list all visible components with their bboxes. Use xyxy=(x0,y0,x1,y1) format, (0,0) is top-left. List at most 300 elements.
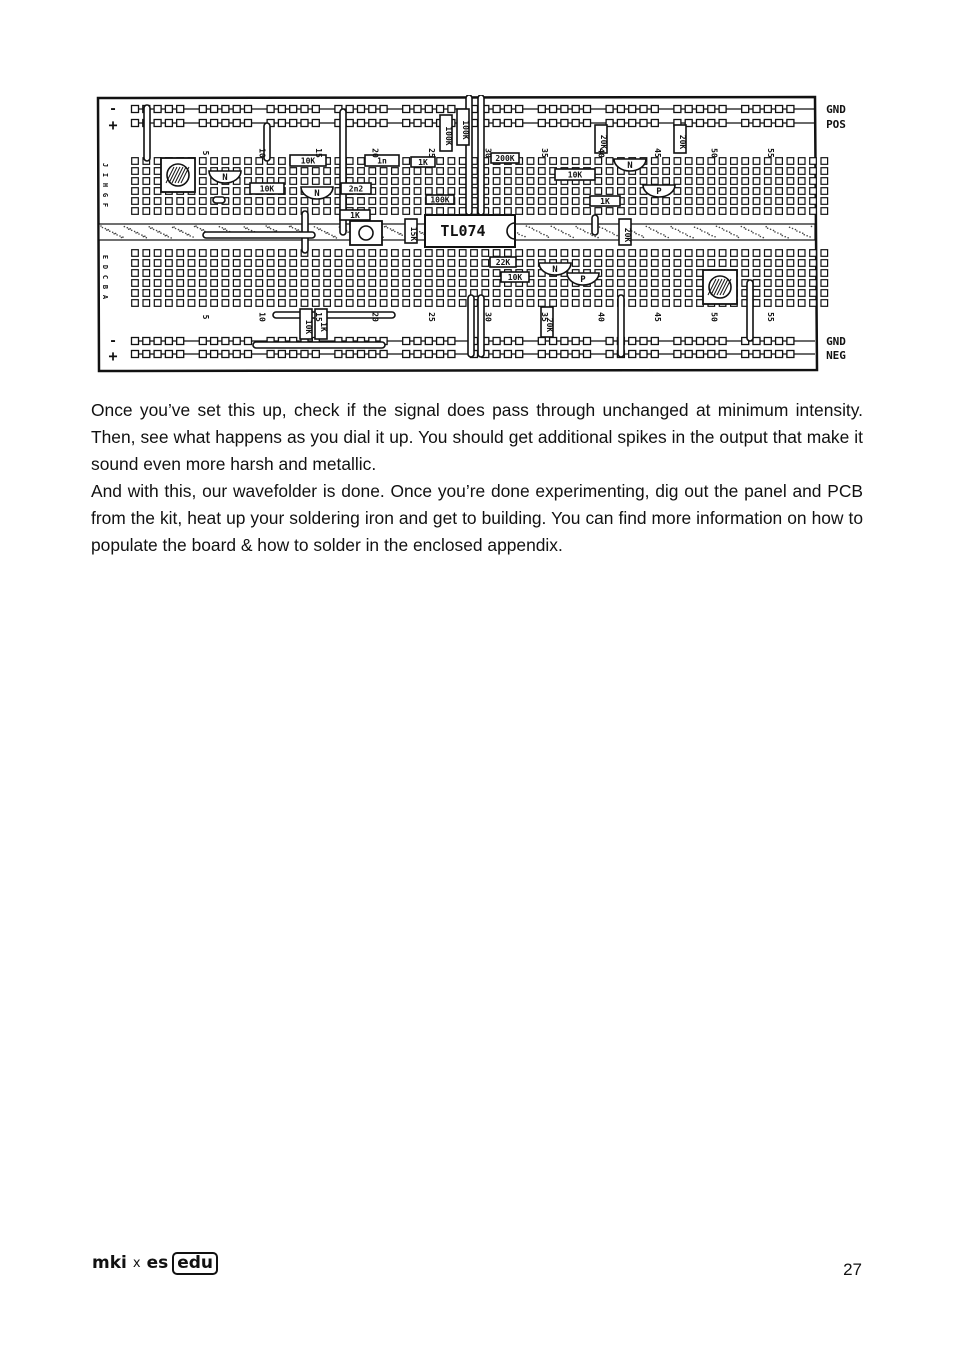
strip-hole xyxy=(448,280,455,287)
rail-hole xyxy=(165,120,172,127)
strip-hole xyxy=(200,198,207,205)
strip-hole xyxy=(584,260,591,267)
strip-hole xyxy=(132,290,139,297)
strip-hole xyxy=(753,300,760,307)
strip-hole xyxy=(346,270,353,277)
strip-hole xyxy=(403,250,410,257)
channel-dot xyxy=(726,230,728,232)
strip-hole xyxy=(448,270,455,277)
strip-hole xyxy=(324,280,331,287)
rail-hole xyxy=(651,120,658,127)
strip-hole xyxy=(539,250,546,257)
rail-hole xyxy=(504,338,511,345)
channel-dot xyxy=(682,232,684,234)
strip-hole xyxy=(561,188,568,195)
strip-hole xyxy=(177,270,184,277)
channel-dot xyxy=(653,229,655,231)
rail-hole xyxy=(516,120,523,127)
channel-dot xyxy=(634,231,636,233)
channel-dot xyxy=(268,226,270,228)
strip-hole xyxy=(392,260,399,267)
rail-hole xyxy=(403,106,410,113)
rail-hole xyxy=(403,120,410,127)
strip-hole xyxy=(810,198,817,205)
channel-dot xyxy=(590,233,592,235)
strip-hole xyxy=(471,270,478,277)
rail-hole xyxy=(211,106,218,113)
strip-hole xyxy=(798,158,805,165)
rail-hole xyxy=(278,120,285,127)
strip-hole xyxy=(753,178,760,185)
channel-dot xyxy=(539,231,541,233)
strip-hole xyxy=(685,270,692,277)
strip-hole xyxy=(403,158,410,165)
rail-hole xyxy=(493,338,500,345)
rail-hole xyxy=(629,120,636,127)
strip-hole xyxy=(708,250,715,257)
strip-hole xyxy=(606,208,613,215)
rail-hole xyxy=(640,351,647,358)
rail-hole xyxy=(708,120,715,127)
rail-sign-minus-top: - xyxy=(109,102,117,117)
strip-hole xyxy=(459,250,466,257)
rail-hole xyxy=(742,120,749,127)
rail-hole xyxy=(132,351,139,358)
strip-hole xyxy=(663,280,670,287)
strip-hole xyxy=(154,250,161,257)
strip-hole xyxy=(211,280,218,287)
rail-hole xyxy=(617,120,624,127)
channel-dot xyxy=(524,236,526,238)
row-letter-top: I xyxy=(101,172,109,178)
channel-dot xyxy=(643,237,645,239)
strip-hole xyxy=(652,178,659,185)
rail-hole xyxy=(606,351,613,358)
strip-hole xyxy=(437,188,444,195)
strip-hole xyxy=(437,290,444,297)
strip-hole xyxy=(776,250,783,257)
strip-hole xyxy=(663,270,670,277)
strip-hole xyxy=(154,260,161,267)
channel-dot xyxy=(194,226,196,228)
strip-hole xyxy=(132,168,139,175)
column-number-top: 30 xyxy=(483,148,493,158)
channel-dot xyxy=(562,232,564,234)
channel-dot xyxy=(327,232,329,234)
strip-hole xyxy=(380,250,387,257)
rail-hole xyxy=(346,106,353,113)
resistor-label: 15K xyxy=(409,226,418,242)
strip-hole xyxy=(459,208,466,215)
rail-hole xyxy=(584,351,591,358)
strip-hole xyxy=(459,198,466,205)
strip-hole xyxy=(640,208,647,215)
rail-hole xyxy=(787,120,794,127)
strip-hole xyxy=(674,290,681,297)
rail-hole xyxy=(708,351,715,358)
strip-hole xyxy=(493,250,500,257)
strip-hole xyxy=(776,168,783,175)
strip-hole xyxy=(132,250,139,257)
rail-hole xyxy=(516,351,523,358)
strip-hole xyxy=(685,250,692,257)
rail-hole xyxy=(753,106,760,113)
logo-x: x xyxy=(132,1255,141,1271)
channel-dot xyxy=(540,233,542,235)
strip-hole xyxy=(188,290,195,297)
resistor-label: 10K xyxy=(300,156,316,166)
strip-hole xyxy=(742,168,749,175)
strip-hole xyxy=(742,158,749,165)
channel-dot xyxy=(390,228,392,230)
strip-hole xyxy=(527,300,534,307)
strip-hole xyxy=(652,300,659,307)
strip-hole xyxy=(821,178,828,185)
channel-dot xyxy=(584,231,586,233)
strip-hole xyxy=(154,168,161,175)
strip-hole xyxy=(166,270,173,277)
strip-hole xyxy=(776,270,783,277)
strip-hole xyxy=(606,188,613,195)
strip-hole xyxy=(561,300,568,307)
strip-hole xyxy=(652,260,659,267)
transistor-label: P xyxy=(656,187,662,197)
strip-hole xyxy=(776,260,783,267)
strip-hole xyxy=(222,270,229,277)
channel-dot xyxy=(694,226,696,228)
channel-dot xyxy=(784,236,786,238)
channel-dot xyxy=(150,228,152,230)
channel-dot xyxy=(714,236,716,238)
strip-hole xyxy=(674,260,681,267)
column-number-bottom: 25 xyxy=(426,312,436,322)
rail-hole xyxy=(437,106,444,113)
channel-dot xyxy=(787,237,789,239)
strip-hole xyxy=(765,208,772,215)
rail-hole xyxy=(674,351,681,358)
resistor-label: 1K xyxy=(418,158,428,167)
resistor-label: 22K xyxy=(495,258,511,267)
strip-hole xyxy=(245,260,252,267)
strip-hole xyxy=(369,300,376,307)
channel-dot xyxy=(722,228,724,230)
channel-dot xyxy=(792,228,794,230)
strip-hole xyxy=(459,178,466,185)
column-number-bottom: 15 xyxy=(313,312,323,322)
channel-dot xyxy=(558,229,560,231)
column-number-top: 55 xyxy=(765,148,775,158)
strip-hole xyxy=(188,280,195,287)
strip-hole xyxy=(279,208,286,215)
rail-hole xyxy=(742,351,749,358)
strip-hole xyxy=(482,270,489,277)
strip-hole xyxy=(132,178,139,185)
strip-hole xyxy=(640,280,647,287)
channel-dot xyxy=(745,228,747,230)
column-number-top: 20 xyxy=(370,148,380,158)
strip-hole xyxy=(539,158,546,165)
strip-hole xyxy=(821,260,828,267)
strip-hole xyxy=(572,260,579,267)
strip-hole xyxy=(426,250,433,257)
strip-hole xyxy=(731,198,738,205)
rail-hole xyxy=(437,351,444,358)
strip-hole xyxy=(663,290,670,297)
column-number-top: 25 xyxy=(426,148,436,158)
strip-hole xyxy=(685,290,692,297)
rail-hole xyxy=(708,106,715,113)
strip-hole xyxy=(414,280,421,287)
strip-hole xyxy=(652,208,659,215)
strip-hole xyxy=(652,168,659,175)
rail-hole xyxy=(572,338,579,345)
strip-hole xyxy=(132,270,139,277)
rail-hole xyxy=(719,106,726,113)
strip-hole xyxy=(154,208,161,215)
rail-hole xyxy=(211,338,218,345)
strip-hole xyxy=(708,158,715,165)
strip-hole xyxy=(821,168,828,175)
channel-dot xyxy=(172,227,174,229)
strip-hole xyxy=(346,168,353,175)
channel-dot xyxy=(663,234,665,236)
channel-dot xyxy=(605,229,607,231)
strip-hole xyxy=(640,290,647,297)
strip-hole xyxy=(765,198,772,205)
strip-hole xyxy=(674,198,681,205)
channel-dot xyxy=(179,230,181,232)
channel-dot xyxy=(394,231,396,233)
strip-hole xyxy=(776,188,783,195)
strip-hole xyxy=(256,158,263,165)
strip-hole xyxy=(606,158,613,165)
strip-hole xyxy=(437,300,444,307)
rail-hole xyxy=(764,106,771,113)
strip-hole xyxy=(245,208,252,215)
strip-hole xyxy=(765,158,772,165)
channel-dot xyxy=(146,237,148,239)
rail-hole xyxy=(448,351,455,358)
strip-hole xyxy=(471,250,478,257)
strip-hole xyxy=(685,198,692,205)
strip-hole xyxy=(392,168,399,175)
channel-dot xyxy=(536,230,538,232)
rail-hole xyxy=(493,351,500,358)
resistor-label: 1K xyxy=(600,197,610,206)
strip-hole xyxy=(301,178,308,185)
strip-hole xyxy=(324,168,331,175)
strip-hole xyxy=(414,208,421,215)
strip-hole xyxy=(798,168,805,175)
strip-hole xyxy=(154,198,161,205)
strip-hole xyxy=(482,250,489,257)
channel-dot xyxy=(226,230,228,232)
channel-dot xyxy=(224,228,226,230)
channel-dot xyxy=(160,232,162,234)
channel-dot xyxy=(138,233,140,235)
channel-dot xyxy=(719,227,721,229)
strip-hole xyxy=(358,168,365,175)
rail-hole xyxy=(764,338,771,345)
strip-hole xyxy=(414,178,421,185)
rail-hole xyxy=(358,351,365,358)
strip-hole xyxy=(369,250,376,257)
rail-hole xyxy=(312,351,319,358)
rail-hole xyxy=(629,351,636,358)
channel-dot xyxy=(704,231,706,233)
channel-dot xyxy=(679,231,681,233)
channel-dot xyxy=(606,230,608,232)
strip-hole xyxy=(821,280,828,287)
strip-hole xyxy=(154,270,161,277)
strip-hole xyxy=(776,198,783,205)
rail-hole xyxy=(233,106,240,113)
strip-hole xyxy=(584,208,591,215)
channel-dot xyxy=(635,233,637,235)
rail-hole xyxy=(651,351,658,358)
channel-dot xyxy=(723,229,725,231)
strip-hole xyxy=(708,168,715,175)
strip-hole xyxy=(561,198,568,205)
rail-hole xyxy=(697,338,704,345)
channel-dot xyxy=(806,235,808,237)
channel-dot xyxy=(730,233,732,235)
rail-hole xyxy=(290,106,297,113)
channel-dot xyxy=(200,228,202,230)
strip-hole xyxy=(166,208,173,215)
rail-hole xyxy=(629,106,636,113)
jumper-wire xyxy=(144,105,150,161)
strip-hole xyxy=(572,188,579,195)
channel-dot xyxy=(803,234,805,236)
resistor-label: 100K xyxy=(444,126,453,146)
strip-hole xyxy=(776,290,783,297)
strip-hole xyxy=(618,250,625,257)
strip-hole xyxy=(697,250,704,257)
resistor-label: 1K xyxy=(350,211,360,220)
strip-hole xyxy=(166,250,173,257)
rail-hole xyxy=(437,338,444,345)
channel-dot xyxy=(131,230,133,232)
strip-hole xyxy=(369,168,376,175)
strip-hole xyxy=(335,280,342,287)
strip-hole xyxy=(618,280,625,287)
strip-hole xyxy=(550,290,557,297)
strip-hole xyxy=(166,300,173,307)
strip-hole xyxy=(505,250,512,257)
strip-hole xyxy=(346,198,353,205)
strip-hole xyxy=(256,270,263,277)
channel-dot xyxy=(314,226,316,228)
strip-hole xyxy=(640,178,647,185)
jumper-wire xyxy=(468,295,474,357)
rail-hole xyxy=(222,120,229,127)
channel-dot xyxy=(223,229,225,231)
channel-dot xyxy=(529,226,531,228)
strip-hole xyxy=(674,270,681,277)
strip-hole xyxy=(539,168,546,175)
channel-dot xyxy=(128,228,130,230)
strip-hole xyxy=(618,260,625,267)
strip-hole xyxy=(459,260,466,267)
channel-dot xyxy=(748,229,750,231)
strip-hole xyxy=(810,158,817,165)
strip-hole xyxy=(200,158,207,165)
column-number-top: 15 xyxy=(313,148,323,158)
channel-dot xyxy=(144,235,146,237)
jumper-wire xyxy=(213,197,225,203)
channel-dot xyxy=(116,234,118,236)
rail-hole xyxy=(290,120,297,127)
channel-dot xyxy=(197,227,199,229)
strip-hole xyxy=(459,168,466,175)
strip-hole xyxy=(765,260,772,267)
strip-hole xyxy=(380,198,387,205)
strip-hole xyxy=(403,178,410,185)
resistor-label: 1K xyxy=(319,322,328,332)
rail-hole xyxy=(753,351,760,358)
strip-hole xyxy=(166,290,173,297)
channel-dot xyxy=(317,227,319,229)
strip-hole xyxy=(798,260,805,267)
strip-hole xyxy=(245,250,252,257)
strip-hole xyxy=(595,260,602,267)
rail-hole xyxy=(233,120,240,127)
strip-hole xyxy=(606,280,613,287)
strip-hole xyxy=(674,208,681,215)
strip-hole xyxy=(177,260,184,267)
strip-hole xyxy=(595,290,602,297)
strip-hole xyxy=(550,300,557,307)
strip-hole xyxy=(267,260,274,267)
strip-hole xyxy=(505,178,512,185)
channel-dot xyxy=(318,229,320,231)
channel-dot xyxy=(780,233,782,235)
strip-hole xyxy=(787,198,794,205)
strip-hole xyxy=(663,260,670,267)
rail-hole xyxy=(358,120,365,127)
rail-hole xyxy=(425,120,432,127)
channel-dot xyxy=(799,231,801,233)
channel-dot xyxy=(320,228,322,230)
column-number-bottom: 40 xyxy=(596,312,606,322)
rail-hole xyxy=(414,120,421,127)
rail-hole xyxy=(403,351,410,358)
column-number-top: 5 xyxy=(200,150,210,156)
strip-hole xyxy=(279,260,286,267)
jumper-wire xyxy=(747,280,753,341)
strip-hole xyxy=(765,270,772,277)
rail-hole xyxy=(267,106,274,113)
channel-dot xyxy=(243,226,245,228)
strip-hole xyxy=(629,260,636,267)
strip-hole xyxy=(245,270,252,277)
channel-dot xyxy=(331,235,333,237)
strip-hole xyxy=(505,300,512,307)
strip-hole xyxy=(753,208,760,215)
strip-hole xyxy=(233,208,240,215)
strip-hole xyxy=(222,260,229,267)
strip-hole xyxy=(256,198,263,205)
strip-hole xyxy=(821,198,828,205)
strip-hole xyxy=(414,300,421,307)
strip-hole xyxy=(267,280,274,287)
rail-hole xyxy=(154,351,161,358)
strip-hole xyxy=(267,290,274,297)
strip-hole xyxy=(584,290,591,297)
strip-hole xyxy=(719,178,726,185)
strip-hole xyxy=(335,270,342,277)
